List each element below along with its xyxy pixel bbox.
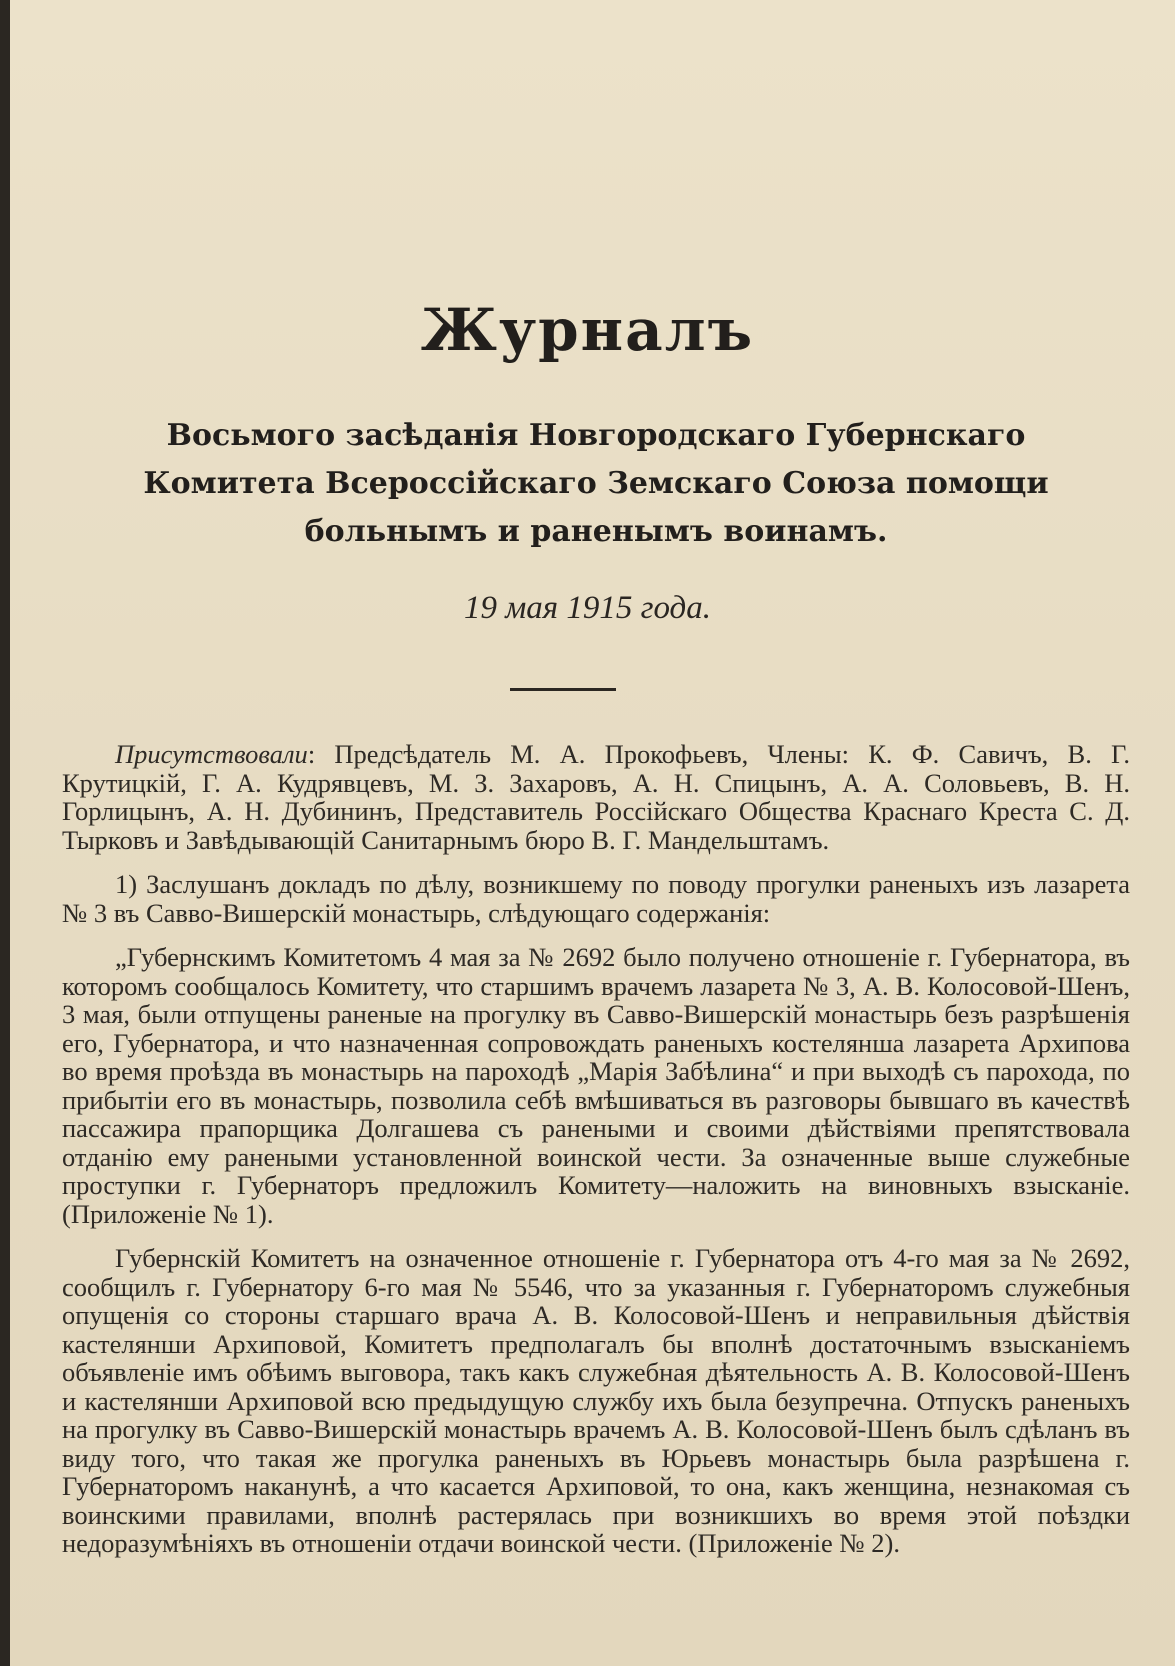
paragraph-2: „Губернскимъ Комитетомъ 4 мая за № 2692 было получено отношеніе г. Губернатора, въ которомъ сообщалось Комитету, что старшимъ врачемъ лазарета № 3, А. В. Колосовой-Шенъ, 3 мая, были отпущены раненые на прогулку въ Савво-Вишерскій монастырь безъ разрѣшенія его, Губернатора, и что назначенная сопровождать раненыхъ костелянша лазарета Архипова во время проѣзда въ монастырь на пароходѣ „Марія Забѣлина“ и при выходѣ съ парохода, по прибытіи его въ монастырь, позволила себѣ вмѣшиваться въ разговоры бывшаго въ качествѣ пассажира прапорщика Долгашева съ ранеными и своими дѣйствіями препятствовала отданію ему ранеными установленной воинской чести. За означенные выше служебные проступки г. Губернаторъ предложилъ Комитету—наложить на виновныхъ взысканіе. (Приложеніе № 1). [62,942,1130,1229]
session-date: 19 мая 1915 года. [463,590,712,626]
attendance-label: Присутствовали [115,739,308,769]
document-body [62,740,1130,1574]
page-binding-edge [0,0,10,1666]
journal-subtitle: Восьмого засѣданія Новгородскаго Губернскаго Комитета Всероссійскаго Земскаго Союза помощи больнымъ и раненымъ воинамъ. [143,418,1049,549]
journal-title: Журналъ [420,296,755,364]
title-divider [510,688,616,691]
paragraph-1: 1) Заслушанъ докладъ по дѣлу, возникшему по поводу прогулки раненыхъ изъ лазарета № 3 въ Савво-Вишерскій монастырь, слѣдующаго содержанія: [62,869,1130,928]
attendance-text: : Предсѣдатель М. А. Прокофьевъ, Члены: К. Ф. Савичъ, В. Г. Крутицкій, Г. А. Кудрявцевъ, М. З. Захаровъ, А. Н. Спицынъ, А. А. Соловьевъ, В. Н. Горлицынъ, А. Н. Дубининъ, Представитель Россійскаго Общества Краснаго Креста С. Д. Тырковъ и Завѣдывающій Санитарнымъ бюро В. Г. Мандельштамъ. [62,739,1130,855]
paragraph-3: Губернскій Комитетъ на означенное отношеніе г. Губернатора отъ 4-го мая за № 2692, сообщилъ г. Губернатору 6-го мая № 5546, что за указанныя г. Губернаторомъ служебныя опущенія со стороны старшаго врача А. В. Колосовой-Шенъ и неправильныя дѣйствія кастелянши Архиповой, Комитетъ предполагалъ бы вполнѣ достаточнымъ взысканіемъ объявленіе имъ обѣимъ выговора, такъ какъ служебная дѣятельность А. В. Колосовой-Шенъ и кастелянши Архиповой всю предыдущую службу ихъ была безупречна. Отпускъ раненыхъ на прогулку въ Савво-Вишерскій монастырь врачемъ А. В. Колосовой-Шенъ былъ сдѣланъ въ виду того, что такая же прогулка раненыхъ въ Юрьевъ монастырь была разрѣшена г. Губернаторомъ наканунѣ, а что касается Архиповой, то она, какъ женщина, незнакомая съ воинскими правилами, вполнѣ растерялась при возникшихъ во время этой поѣздки недоразумѣніяхъ въ отношеніи отдачи воинской чести. (Приложеніе № 2). [62,1243,1130,1558]
attendance-paragraph [62,740,1130,854]
